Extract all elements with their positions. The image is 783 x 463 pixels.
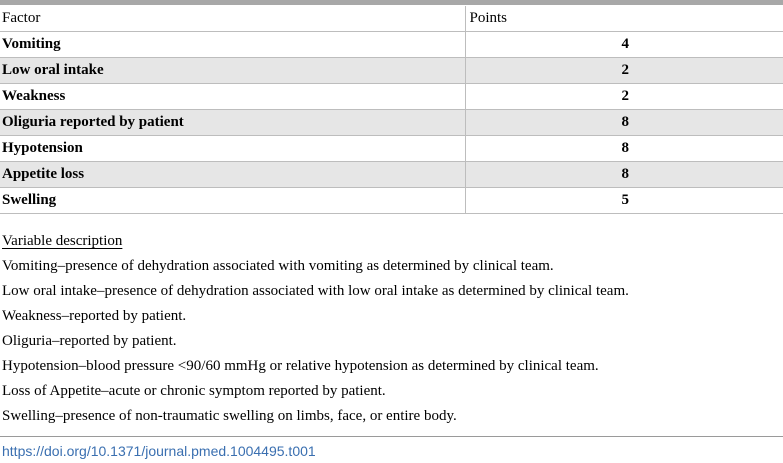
points-cell: 2 bbox=[465, 58, 783, 84]
table-row bbox=[0, 136, 783, 162]
points-cell: 5 bbox=[465, 188, 783, 214]
description-line: Hypotension–blood pressure <90/60 mmHg or relative hypotension as determined by clinical team. bbox=[2, 358, 599, 374]
factor-cell: Vomiting bbox=[0, 32, 465, 58]
description-line: Loss of Appetite–acute or chronic symptom reported by patient. bbox=[2, 383, 386, 399]
top-rule bbox=[0, 0, 783, 5]
factor-cell: Swelling bbox=[0, 188, 465, 214]
factor-cell: Low oral intake bbox=[0, 58, 465, 84]
header-factor: Factor bbox=[0, 6, 465, 32]
header-points: Points bbox=[465, 6, 783, 32]
bottom-rule bbox=[0, 436, 783, 437]
variable-description bbox=[2, 229, 778, 429]
factor-cell: Appetite loss bbox=[0, 162, 465, 188]
table-row bbox=[0, 162, 783, 188]
points-cell: 8 bbox=[465, 136, 783, 162]
points-cell: 8 bbox=[465, 162, 783, 188]
description-line: Oliguria–reported by patient. bbox=[2, 333, 177, 349]
table-row bbox=[0, 188, 783, 214]
factor-cell: Oliguria reported by patient bbox=[0, 110, 465, 136]
table-row bbox=[0, 84, 783, 110]
points-cell: 8 bbox=[465, 110, 783, 136]
table-row bbox=[0, 110, 783, 136]
table-header-row bbox=[0, 6, 783, 32]
description-line: Weakness–reported by patient. bbox=[2, 308, 187, 324]
factor-cell: Hypotension bbox=[0, 136, 465, 162]
table-row bbox=[0, 58, 783, 84]
points-cell: 2 bbox=[465, 84, 783, 110]
description-heading: Variable description bbox=[2, 233, 123, 249]
table-row bbox=[0, 32, 783, 58]
factor-cell: Weakness bbox=[0, 84, 465, 110]
description-line: Low oral intake–presence of dehydration associated with low oral intake as determined by clinical team. bbox=[2, 283, 629, 299]
doi-link[interactable]: https://doi.org/10.1371/journal.pmed.1004495.t001 bbox=[2, 443, 316, 459]
points-cell: 4 bbox=[465, 32, 783, 58]
description-line: Swelling–presence of non-traumatic swelling on limbs, face, or entire body. bbox=[2, 408, 457, 424]
description-line: Vomiting–presence of dehydration associated with vomiting as determined by clinical team. bbox=[2, 258, 554, 274]
scoring-table bbox=[0, 6, 783, 214]
